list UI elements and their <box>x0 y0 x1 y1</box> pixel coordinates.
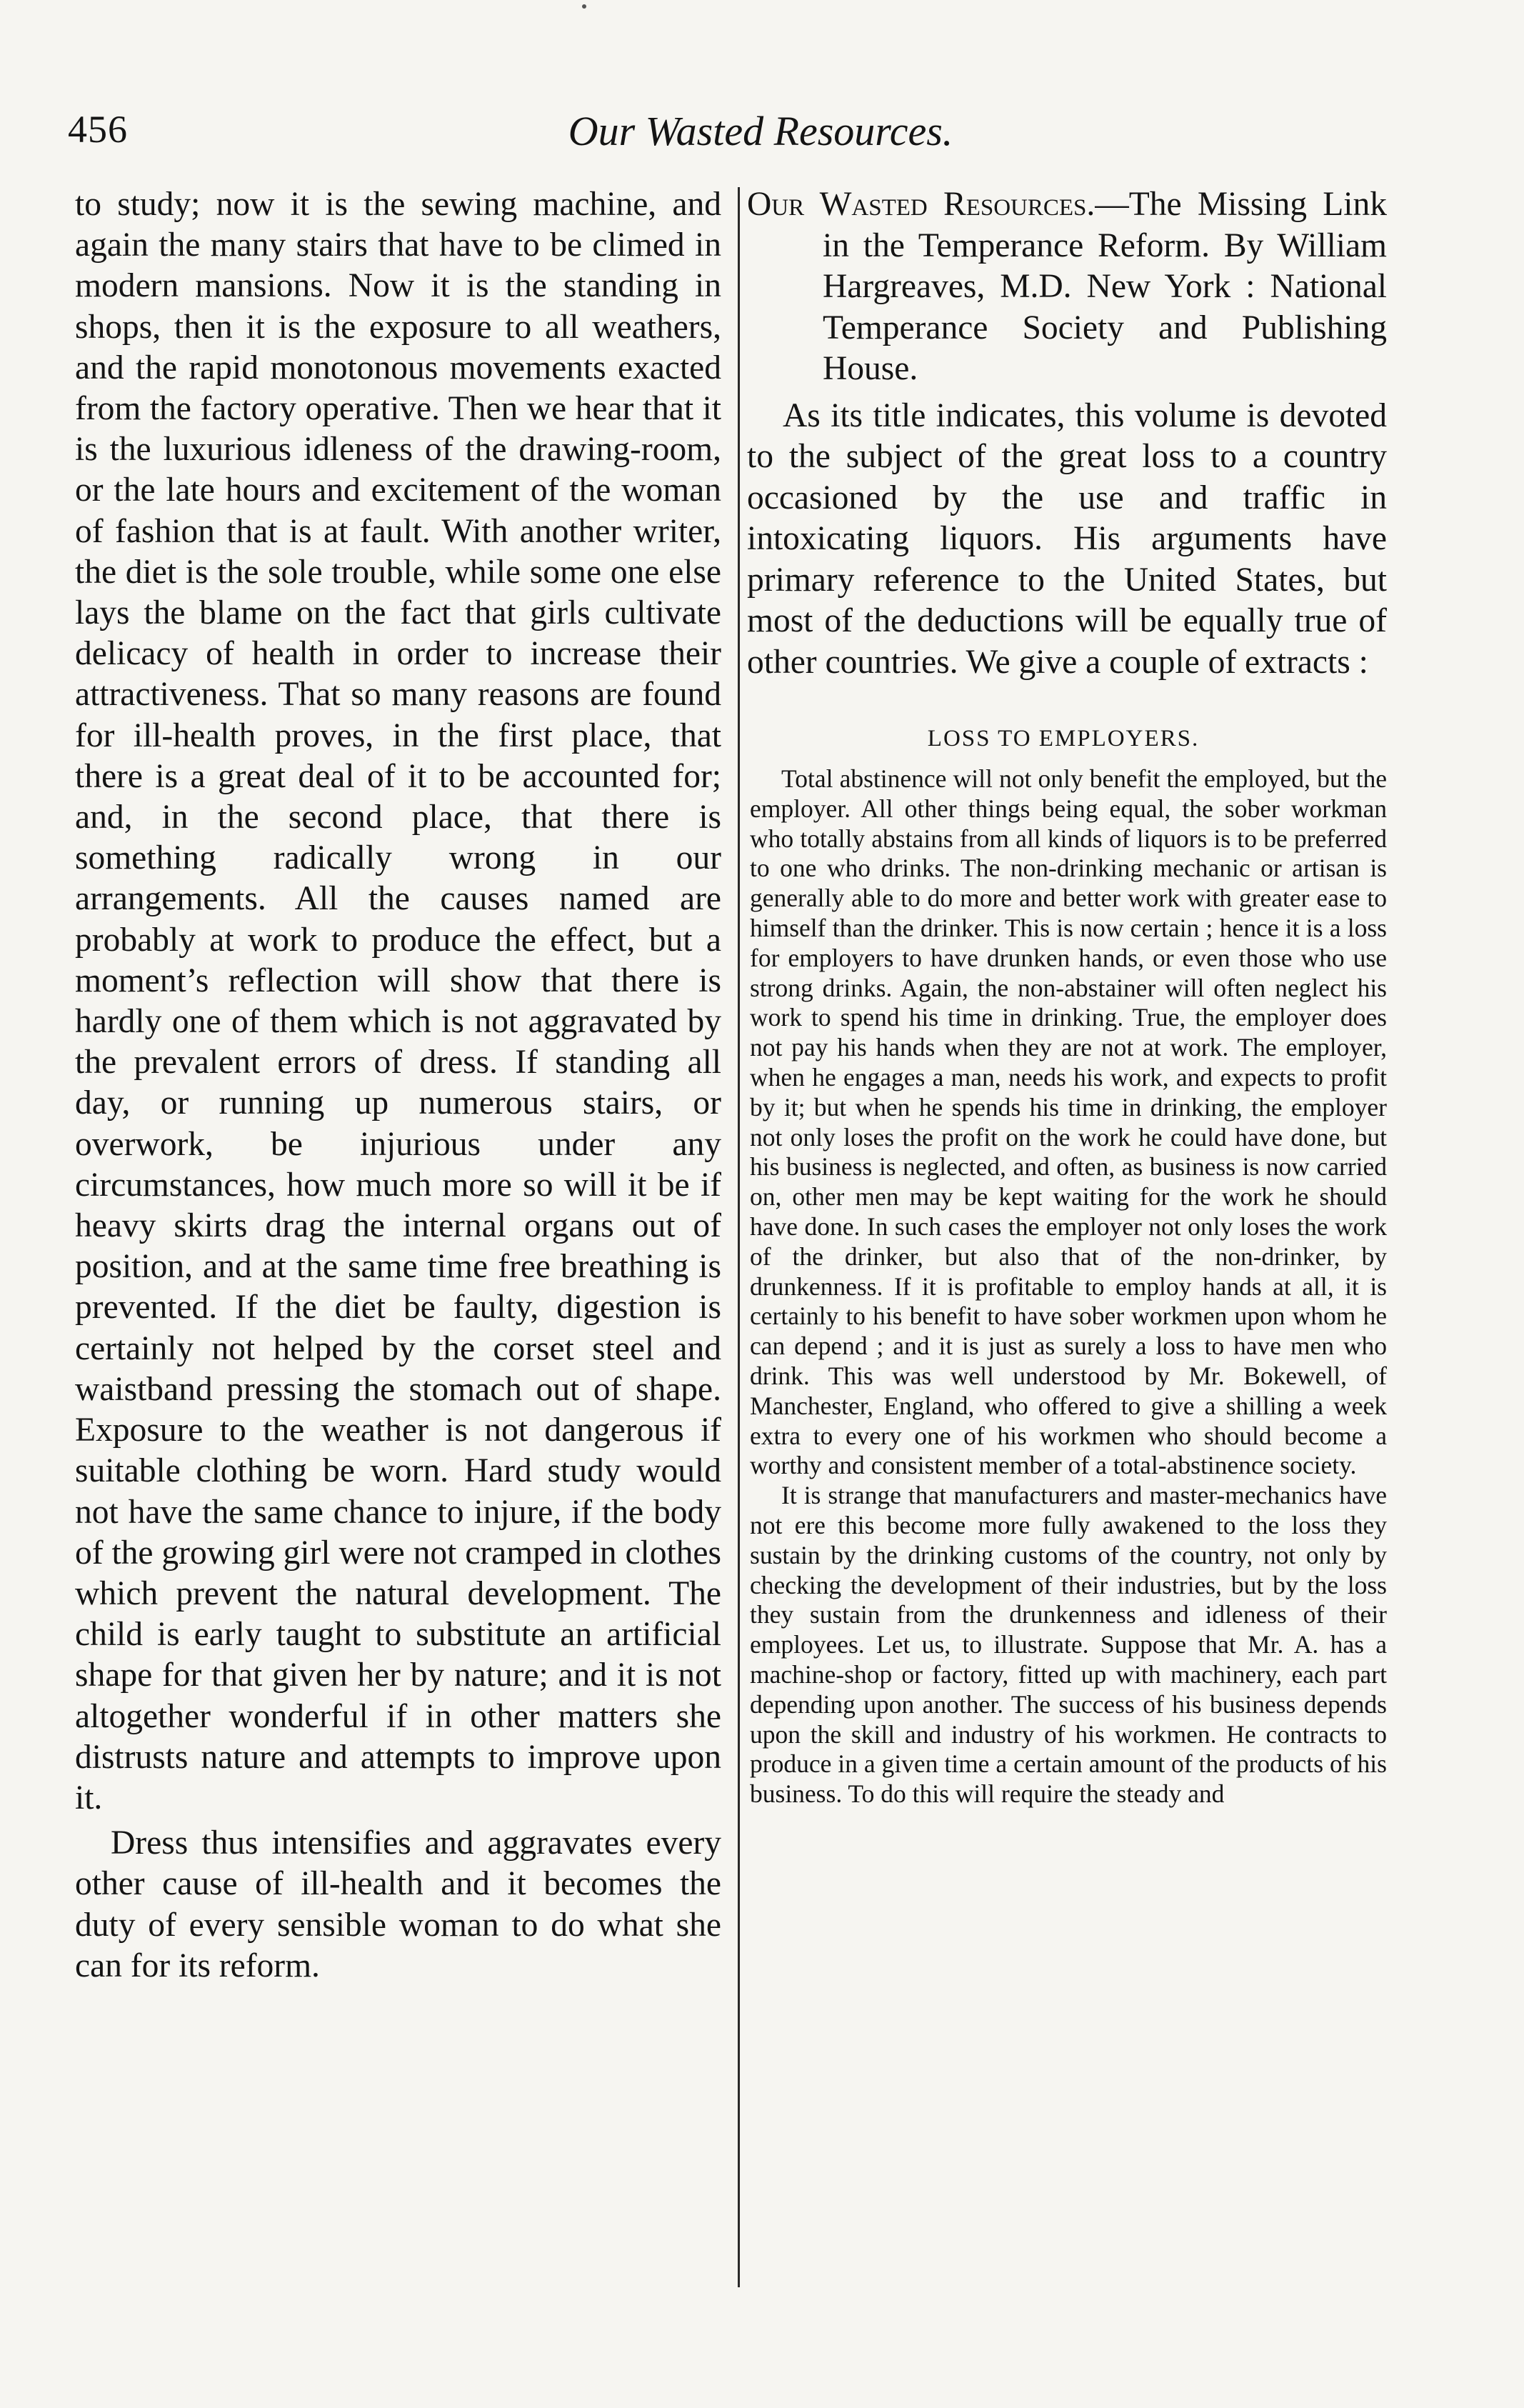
running-title: Our Wasted Resources. <box>568 108 953 154</box>
page-header <box>68 107 1453 171</box>
left-column <box>75 184 721 1987</box>
right-column <box>740 184 1387 1809</box>
left-paragraph-2: Dress thus intensifies and aggravates every other cause of ill-health and it becomes the duty of every sensible woman to do what she can for its reform. <box>75 1824 721 1984</box>
extract-paragraph-2: It is strange that manufacturers and master-mechanics have not ere this become more fully awakened to the loss they sustain by the drinking customs of the country, not only by checking the development of their industries, but by the loss they sustain from the drunkenness and idleness of their employees. Let us, to illustrate. Suppose that Mr. A. has a machine-shop or factory, fitted up with machinery, each part depending upon another. The success of his business depends upon the skill and industry of his workmen. He contracts to produce in a given time a certain amount of the products of his business. To do this will require the steady and <box>750 1481 1387 1809</box>
extract-paragraph-1: Total abstinence will not only benefit the employed, but the employer. All other things being equal, the sober workman who totally abstains from all kinds of liquors is to be preferred to one who drinks. The non-drinking mechanic or artisan is generally able to do more and better work with greater ease to himself than the drinker. This is now certain ; hence it is a loss for employers to have drunken hands, or even those who use strong drinks. Again, the non-abstainer will often neglect his work to spend his time in drinking. True, the employer does not pay his hands when they are not at work. The employer, when he engages a man, needs his work, and expects to profit by it; but when he spends his time in drinking, the employer not only loses the profit on the work he could have done, but his business is neglected, and often, as business is now carried on, other men may be kept waiting for the work he should have done. In such cases the employer not only loses the work of the drinker, but also that of the non-drinker, by drunkenness. If it is profitable to employ hands at all, it is certainly to his benefit to have sober workmen upon whom he can depend ; and it is just as surely a loss to have men who drink. This was well understood by Mr. Bokewell, of Manchester, England, who offered to give a shilling a week extra to every one of his workmen who should become a worthy and consistent member of a total-abstinence society. <box>750 764 1387 1480</box>
book-title-small-caps: Our Wasted Resources <box>747 186 1087 223</box>
book-review-title <box>747 184 1387 390</box>
review-intro: As its title indicates, this volume is devoted to the subject of the great loss to a country occasioned by the use and traffic in intoxicating liquors. His arguments have primary reference to the United States, but most of the deductions will be equally true of other countries. We give a couple of extracts : <box>747 396 1387 681</box>
book-title-details: .—The Missing Link in the Temperance Reform. By William Hargreaves, M.D. New York : National Temperance Society and Publishing House. <box>823 186 1387 387</box>
section-heading: LOSS TO EMPLOYERS. <box>927 726 1200 751</box>
print-speck <box>582 4 586 9</box>
left-paragraph-1: to study; now it is the sewing machine, and again the many stairs that have to be climed in modern mansions. Now it is the standing in shops, then it is the exposure to all weathers, and the rapid monotonous movements exacted from the factory operative. Then we hear that it is the luxurious idleness of the drawing-room, or the late hours and excitement of the woman of fashion that is at fault. With another writer, the diet is the sole trouble, while some one else lays the blame on the fact that girls cultivate delicacy of health in order to increase their attractiveness. That so many reasons are found for ill-health proves, in the first place, that there is a great deal of it to be accounted for; and, in the second place, that there is something radically wrong in our arrangements. All the causes named are probably at work to produce the effect, but a moment’s reflection will show that there is hardly one of them which is not aggravated by the prevalent errors of dress. If standing all day, or running up numerous stairs, or overwork, be injurious under any circumstances, how much more so will it be if heavy skirts drag the internal organs out of position, and at the same time free breathing is prevented. If the diet be faulty, digestion is certainly not helped by the corset steel and waistband pressing the stomach out of shape. Exposure to the weather is not dangerous if suitable clothing be worn. Hard study would not have the same chance to injure, if the body of the growing girl were not cramped in clothes which prevent the natural development. The child is early taught to substitute an artificial shape for that given her by nature; and it is not altogether wonderful if in other matters she distrusts nature and attempts to improve upon it. <box>75 186 721 1817</box>
page-number: 456 <box>68 108 128 151</box>
